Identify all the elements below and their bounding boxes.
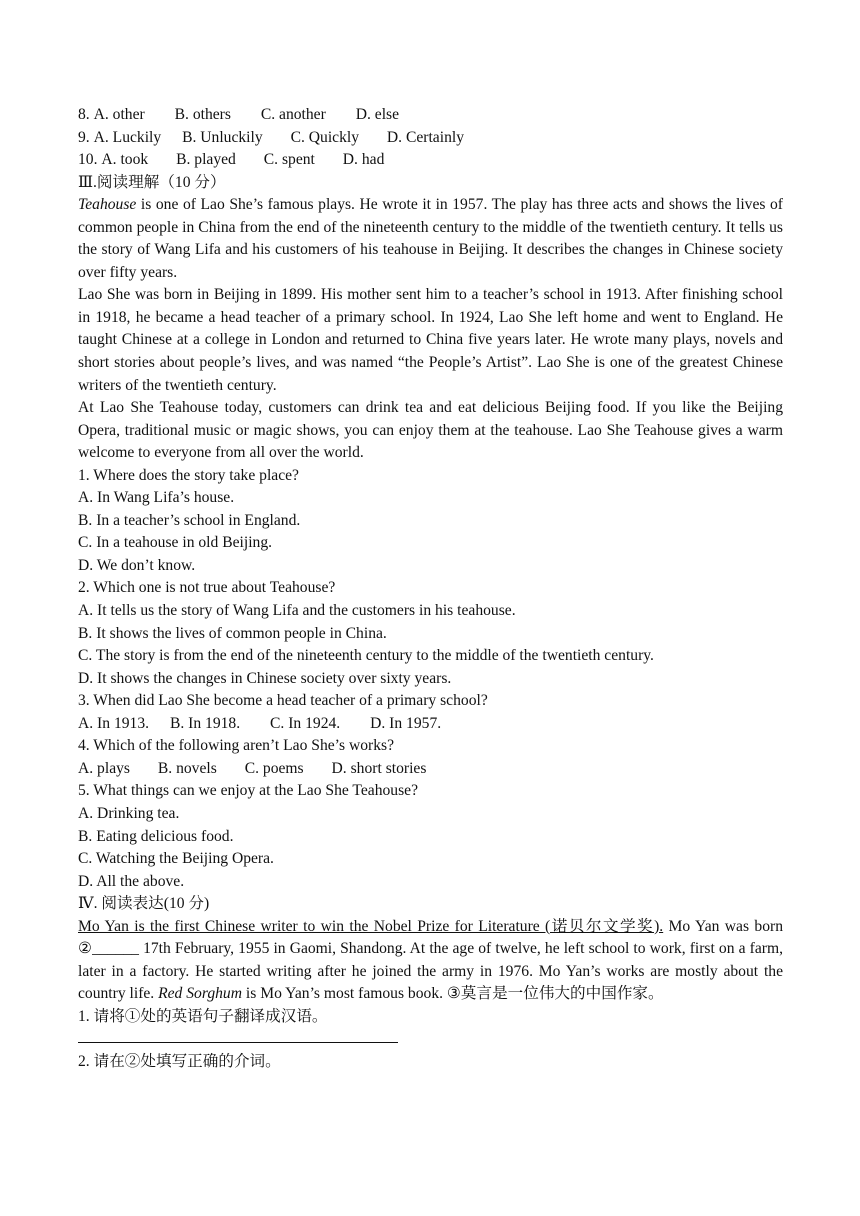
passage-paragraph-3: At Lao She Teahouse today, customers can drink tea and eat delicious Beijing food. If you like the Beijing Opera, traditional music or magic shows, you can enjoy them at the teahouse. Lao She Teahouse gives a warm welcome to everyone from all over the world. xyxy=(78,399,783,462)
section3-heading: Ⅲ.阅读理解（10 分） xyxy=(78,173,226,191)
q9-num: 9. xyxy=(78,128,90,146)
q10-option-c: C. spent xyxy=(263,151,315,169)
question-4-options xyxy=(78,758,783,781)
question-3-option-c: C. In 1924. xyxy=(270,714,341,732)
q9-option-d: D. Certainly xyxy=(386,128,464,146)
passage-paragraph-2: Lao She was born in Beijing in 1899. His mother sent him to a teacher’s school in 1913. After finishing school in 1918, he became a head teacher of a primary school. In 1924, Lao She left home and went to England. He taught Chinese at a college in London and returned to China five years later. He wrote many plays, novels and short stories about people’s lives, and was named “the People’s Artist”. Lao She is one of the greatest Chinese writers of the twentieth century. xyxy=(78,286,783,394)
q8-option-a: A. other xyxy=(93,106,145,123)
question-4-option-d: D. short stories xyxy=(331,759,427,777)
question-5-option: A. Drinking tea. xyxy=(78,804,180,822)
q8-num: 8. xyxy=(78,106,90,123)
question-3-option-a: A. In 1913. xyxy=(78,714,150,732)
q8-option-d: D. else xyxy=(355,106,400,123)
q9-option-b: B. Unluckily xyxy=(182,128,263,146)
q9-option-a: A. Luckily xyxy=(93,128,162,146)
question-5-stem: 5. What things can we enjoy at the Lao She Teahouse? xyxy=(78,782,418,800)
play-title: Teahouse xyxy=(78,196,137,214)
section4-heading: Ⅳ. 阅读表达(10 分) xyxy=(78,895,210,913)
question-1-option: B. In a teacher’s school in England. xyxy=(78,511,301,529)
book-title: Red Sorghum xyxy=(158,985,242,1003)
question-3-option-d: D. In 1957. xyxy=(370,714,442,732)
question-1-option: A. In Wang Lifa’s house. xyxy=(78,489,235,507)
q9-option-c: C. Quickly xyxy=(290,128,359,146)
answer-blank[interactable] xyxy=(78,1028,398,1043)
question-1-option: D. We don’t know. xyxy=(78,556,196,574)
task-2-prompt: 2. 请在②处填写正确的介词。 xyxy=(78,1052,281,1070)
question-4-option-a: A. plays xyxy=(78,759,130,777)
question-5-option: C. Watching the Beijing Opera. xyxy=(78,850,274,868)
q8-option-b: B. others xyxy=(174,106,231,123)
question-4-stem: 4. Which of the following aren’t Lao She’s works? xyxy=(78,737,394,755)
answer-line xyxy=(78,1028,783,1051)
q10-option-a: A. took xyxy=(101,151,149,169)
cloze-options-q8 xyxy=(78,104,783,127)
question-2-option: D. It shows the changes in Chinese society over sixty years. xyxy=(78,669,452,687)
passage-paragraph-1-text: is one of Lao She’s famous plays. He wrote it in 1957. The play has three acts and shows the lives of common people in China from the end of the nineteenth century to the middle of the twentieth century. It tells us the story of Wang Lifa and his customers of his teahouse in Beijing. It describes the changes in Chinese society over fifty years. xyxy=(78,196,783,281)
underlined-sentence: Mo Yan is the first Chinese writer to win the Nobel Prize for Literature (诺贝尔文学奖). xyxy=(78,917,664,935)
question-2-option: A. It tells us the story of Wang Lifa and the customers in his teahouse. xyxy=(78,602,516,620)
question-2-option: C. The story is from the end of the nineteenth century to the middle of the twentieth century. xyxy=(78,647,654,665)
mo-yan-passage-text-a: Mo Yan was born ②______ 17th February, 1955 in Gaomi, Shandong. At the age of twelve, he left school to work, first on a farm, later in a factory. He started writing after he joined the army in 1976. Mo Yan’s works are mostly about the country life. xyxy=(78,917,783,1003)
question-1-stem: 1. Where does the story take place? xyxy=(78,466,299,484)
question-3-stem: 3. When did Lao She become a head teacher of a primary school? xyxy=(78,692,488,710)
question-5-option: B. Eating delicious food. xyxy=(78,827,234,845)
passage-paragraph-1 xyxy=(78,194,783,284)
exam-page xyxy=(78,104,783,1074)
question-5-option: D. All the above. xyxy=(78,872,185,890)
mo-yan-passage xyxy=(78,916,783,1006)
question-4-option-b: B. novels xyxy=(157,759,217,777)
q10-num: 10. xyxy=(78,151,98,169)
question-2-stem: 2. Which one is not true about Teahouse? xyxy=(78,579,336,597)
mo-yan-passage-text-b: is Mo Yan’s most famous book. ③莫言是一位伟大的中国作家。 xyxy=(242,985,664,1003)
question-2-option: B. It shows the lives of common people in China. xyxy=(78,624,387,642)
q10-option-d: D. had xyxy=(342,151,385,169)
question-4-option-c: C. poems xyxy=(244,759,304,777)
question-1-option: C. In a teahouse in old Beijing. xyxy=(78,534,273,552)
question-3-options xyxy=(78,713,783,736)
q10-option-b: B. played xyxy=(176,151,236,169)
q8-option-c: C. another xyxy=(260,106,326,123)
task-1-prompt: 1. 请将①处的英语句子翻译成汉语。 xyxy=(78,1007,328,1025)
cloze-options-q9 xyxy=(78,127,783,150)
question-3-option-b: B. In 1918. xyxy=(169,714,241,732)
cloze-options-q10 xyxy=(78,149,783,172)
